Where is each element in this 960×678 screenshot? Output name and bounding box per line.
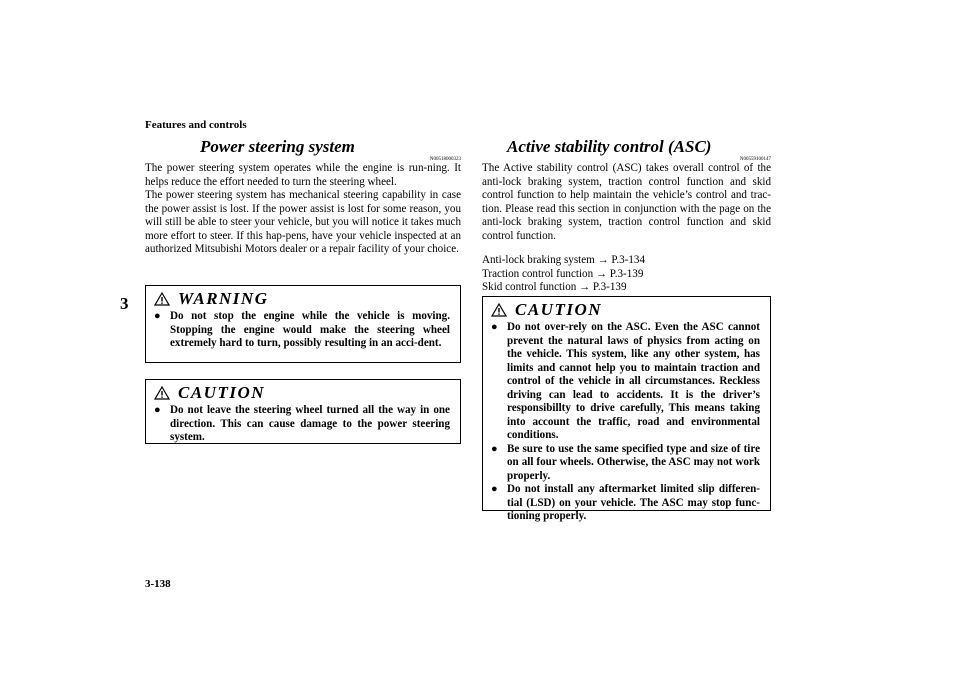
page-number: 3-138	[145, 578, 171, 590]
paragraph: The Active stability control (ASC) takes overall control of the anti-lock braking system, traction control function and skid control function to help maintain the vehicle’s control and trac-tion. Please read this section in conjunction with the page on the anti-lock braking system, traction control function and skid control function.	[482, 162, 771, 242]
bullet-icon: ●	[154, 404, 161, 416]
power-steering-title: Power steering system	[200, 137, 355, 156]
caution-header	[154, 383, 265, 403]
caution-items	[491, 321, 760, 524]
caution-text: Do not leave the steering wheel turned all the way in one direction. This can cause damage to the power steering system.	[170, 404, 450, 443]
caution-triangle-icon	[491, 303, 507, 317]
reference-link[interactable]: Traction control function → P.3-139	[482, 267, 644, 280]
caution-item	[491, 483, 760, 524]
warning-box	[145, 285, 461, 363]
paragraph: The power steering system has mechanical steering capability in case the power assist is lost. If the power assist is lost for some reason, you will still be able to steer your vehicle, but you will notice it takes much more effort to steer. If this hap-pens, have your vehicle inspected at an authorized Mitsubishi Motors dealer or a repair facility of your choice.	[145, 189, 461, 255]
warning-header	[154, 289, 268, 309]
caution-text: Be sure to use the same specified type and size of tire on all four wheels. Otherwise, the ASC may not work properly.	[507, 442, 760, 482]
warning-triangle-icon	[154, 292, 170, 306]
caution-box	[482, 296, 771, 522]
caution-item	[491, 321, 760, 443]
warning-text: Do not stop the engine while the vehicle is moving. Stopping the engine would make the steering wheel extremely hard to turn, possibly resulting in an acci-dent.	[170, 310, 450, 349]
caution-item	[154, 404, 450, 445]
reference-link[interactable]: Skid control function → P.3-139	[482, 281, 627, 293]
asc-title: Active stability control (ASC)	[507, 137, 712, 156]
caution-label: CAUTION	[515, 300, 603, 319]
section-code: N00518000323	[429, 157, 461, 162]
caution-text: Do not install any aftermarket limited slip differen-tial (LSD) on your vehicle. The ASC may stop func-tioning properly.	[507, 483, 760, 522]
section-code: N00559100147	[739, 157, 771, 162]
bullet-icon: ●	[491, 442, 498, 455]
warning-items	[154, 310, 450, 351]
power-steering-body	[145, 162, 461, 257]
bullet-icon: ●	[154, 310, 161, 322]
caution-item	[491, 443, 760, 484]
warning-label: WARNING	[178, 289, 269, 308]
chapter-number: 3	[120, 294, 129, 313]
paragraph: The power steering system operates while the engine is run-ning. It helps reduce the effort needed to turn the steering wheel.	[145, 162, 461, 188]
section-header: Features and controls	[145, 119, 247, 131]
asc-body	[482, 162, 771, 295]
caution-items	[154, 404, 450, 445]
bullet-icon: ●	[491, 483, 498, 495]
reference-link[interactable]: Anti-lock braking system → P.3-134	[482, 254, 646, 266]
caution-label: CAUTION	[178, 383, 266, 402]
warning-item	[154, 310, 450, 351]
caution-box	[145, 379, 461, 444]
caution-triangle-icon	[154, 386, 170, 400]
caution-header	[491, 300, 602, 320]
bullet-icon: ●	[491, 321, 498, 333]
caution-text: Do not over-rely on the ASC. Even the ASC cannot prevent the natural laws of physics from acting on the vehicle. This system, like any other system, has limits and cannot help you to maintain traction and control of the vehicle in all circumstances. Reckless driving can lead to accidents. It is the driver’s responsibillty to drive carefully, This means taking into account the traffic, road and environmental conditions.	[507, 321, 760, 441]
